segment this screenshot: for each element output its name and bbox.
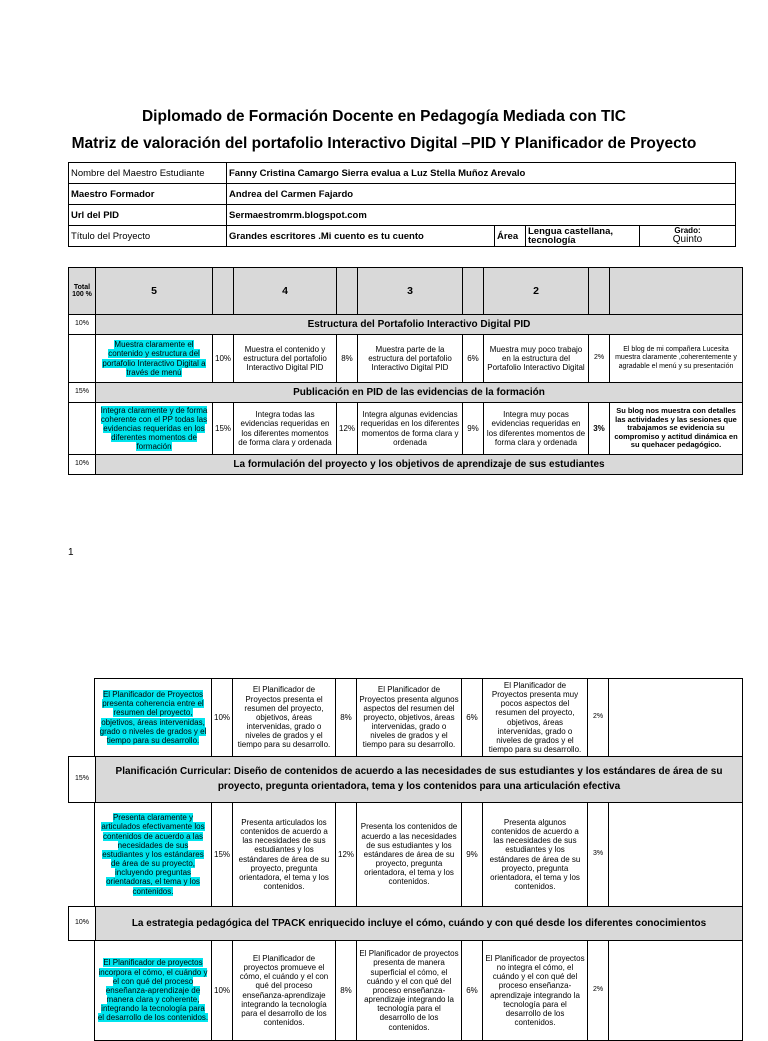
estudiante-label: Nombre del Maestro Estudiante	[69, 163, 227, 184]
criterion-3: El Planificador de proyectos presenta de manera superficial el cómo, el cuándo y el con qué del proceso enseñanza-aprendizaje integrando la tecnología para el desarrollo de los contenidos.	[357, 941, 462, 1041]
titulo-label: Título del Proyecto	[69, 226, 227, 247]
criterion-2: Presenta algunos contenidos de acuerdo a las necesidades de sus estudiantes y los estándares de área de su proyecto, pregunta orientadora, el tema y los contenidos.	[483, 803, 588, 907]
section-pct: 10%	[69, 455, 96, 475]
rubric-table-4	[94, 802, 743, 907]
section-pct: 15%	[69, 757, 96, 803]
formador-value: Andrea del Carmen Fajardo	[227, 184, 736, 205]
criterion-5: Muestra claramente el contenido y estructura del portafolio Interactivo Digital a través de menú	[102, 340, 206, 377]
grado-value: Quinto	[672, 233, 703, 245]
pct-2: 3%	[589, 403, 610, 455]
pct-5: 15%	[213, 403, 234, 455]
pct-2: 3%	[588, 803, 609, 907]
criterion-3: Presenta los contenidos de acuerdo a las necesidades de sus estudiantes y los estándares de área de su proyecto, pregunta orientadora, el tema y los contenidos.	[357, 803, 462, 907]
criterion-3: Muestra parte de la estructura del portafolio Interactivo Digital PID	[358, 335, 463, 383]
criterion-3: El Planificador de Proyectos presenta algunos aspectos del resumen del proyecto, objetivos, áreas intervenidas, grado o niveles de grados y el tiempo para su desarrollo.	[357, 679, 462, 757]
formador-label: Maestro Formador	[69, 184, 227, 205]
pct-5: 10%	[212, 941, 233, 1041]
url-value: Sermaestromrm.blogspot.com	[227, 205, 736, 226]
pct-3: 9%	[463, 403, 484, 455]
info-table	[68, 162, 736, 247]
rubric-table-5	[68, 906, 743, 941]
total-header: Total 100 %	[69, 268, 96, 315]
criterion-4: Presenta articulados los contenidos de acuerdo a las necesidades de sus estudiantes y los estándares de área de su proyecto, pregunta orientadora, el tema y los contenidos.	[233, 803, 336, 907]
rubric-table-3	[68, 756, 743, 803]
area-label: Área	[495, 226, 526, 247]
pct-3: 6%	[463, 335, 484, 383]
comment: Su blog nos muestra con detalles las actividades y las sesiones que trabajamos se evidencia su compromiso y actitud dinámica en su quehacer pedagógico.	[610, 403, 743, 455]
area-value: Lengua castellana, tecnología	[526, 226, 640, 247]
rubric-table-1	[68, 267, 743, 475]
comment: El blog de mi compañera Lucesita muestra claramente ,coherentemente y agradable el menú y su presentación	[610, 335, 743, 383]
pct-2: 2%	[588, 941, 609, 1041]
section-title: Estructura del Portafolio Interactivo Digital PID	[96, 315, 743, 335]
estudiante-value: Fanny Cristina Camargo Sierra evalua a Luz Stella Muñoz Arevalo	[227, 163, 736, 184]
pct-4: 8%	[337, 335, 358, 383]
section-pct: 10%	[69, 315, 96, 335]
pct-3: 9%	[462, 803, 483, 907]
document-subtitle: Matriz de valoración del portafolio Interactivo Digital –PID Y Planificador de Proyecto	[71, 135, 697, 152]
criterion-4: El Planificador de Proyectos presenta el resumen del proyecto, objetivos, áreas intervenidas, grado o niveles de grados y el tiempo para su desarrollo.	[233, 679, 336, 757]
pct-4: 12%	[336, 803, 357, 907]
pct-4: 8%	[336, 679, 357, 757]
criterion-5: El Planificador de Proyectos presenta coherencia entre el resumen del proyecto, objetivos, áreas intervenidas, grado o niveles de grados y el tiempo para su desarrollo.	[99, 689, 207, 745]
criterion-2: El Planificador de proyectos no integra el cómo, el cuándo y el con qué del proceso enseñanza-aprendizaje integrando la tecnología para el desarrollo de los contenidos.	[483, 941, 588, 1041]
section-pct: 10%	[69, 907, 96, 941]
section-pct: 15%	[69, 383, 96, 403]
pct-5: 10%	[213, 335, 234, 383]
level-3-header: 3	[358, 268, 463, 315]
page-number: 1	[68, 547, 74, 558]
criterion-4: El Planificador de proyectos promueve el cómo, el cuándo y el con qué del proceso enseñanza-aprendizaje integrando la tecnología para el desarrollo de los contenidos.	[233, 941, 336, 1041]
titulo-value: Grandes escritores .Mi cuento es tu cuento	[227, 226, 495, 247]
url-label: Url del PID	[69, 205, 227, 226]
grado-label: Grado:	[674, 225, 701, 235]
level-5-header: 5	[96, 268, 213, 315]
level-2-header: 2	[484, 268, 589, 315]
section-title: Planificación Curricular: Diseño de contenidos de acuerdo a las necesidades de sus estudiantes y los estándares de área de su proyecto, pregunta orientadora, tema y los contenidos para una articulación efectiva	[96, 757, 743, 803]
pct-5: 15%	[212, 803, 233, 907]
criterion-2: Integra muy pocas evidencias requeridas en los diferentes momentos de forma clara y ordenada	[484, 403, 589, 455]
pct-5: 10%	[212, 679, 233, 757]
section-title: Publicación en PID de las evidencias de la formación	[96, 383, 743, 403]
criterion-4: Integra todas las evidencias requeridas en los diferentes momentos de forma clara y ordenada	[234, 403, 337, 455]
section-title: La estrategia pedagógica del TPACK enriquecido incluye el cómo, cuándo y con qué desde los diferentes conocimientos	[96, 907, 743, 941]
section-title: La formulación del proyecto y los objetivos de aprendizaje de sus estudiantes	[96, 455, 743, 475]
pct-3: 6%	[462, 679, 483, 757]
criterion-5: El Planificador de proyectos incorpora el cómo, el cuándo y el con qué del proceso enseñanza-aprendizaje de manera clara y coherente, integrando la tecnología para el desarrollo de los contenidos.	[97, 958, 209, 1023]
rubric-table-2	[94, 678, 743, 757]
criterion-2: Muestra muy poco trabajo en la estructura del Portafolio Interactivo Digital	[484, 335, 589, 383]
criterion-5: Integra claramente y de forma coherente con el PP todas las evidencias requeridas en los diferentes momentos de formación	[100, 405, 208, 452]
pct-4: 12%	[337, 403, 358, 455]
pct-2: 2%	[588, 679, 609, 757]
document-title: Diplomado de Formación Docente en Pedagogía Mediada con TIC	[141, 108, 626, 125]
pct-2: 2%	[589, 335, 610, 383]
pct-4: 8%	[336, 941, 357, 1041]
rubric-table-6	[94, 940, 743, 1041]
pct-3: 6%	[462, 941, 483, 1041]
criterion-3: Integra algunas evidencias requeridas en los diferentes momentos de forma clara y ordenada	[358, 403, 463, 455]
criterion-2: El Planificador de Proyectos presenta muy pocos aspectos del resumen del proyecto, objetivos, áreas intervenidas, grado o niveles de grados y el tiempo para su desarrollo.	[483, 679, 588, 757]
level-4-header: 4	[234, 268, 337, 315]
criterion-5: Presenta claramente y articulados efectivamente los contenidos de acuerdo a las necesidades de sus estudiantes y los estándares de área de su proyecto, incluyendo preguntas orientadoras, el tema y los contenidos.	[101, 813, 205, 896]
criterion-4: Muestra el contenido y estructura del portafolio Interactivo Digital PID	[234, 335, 337, 383]
